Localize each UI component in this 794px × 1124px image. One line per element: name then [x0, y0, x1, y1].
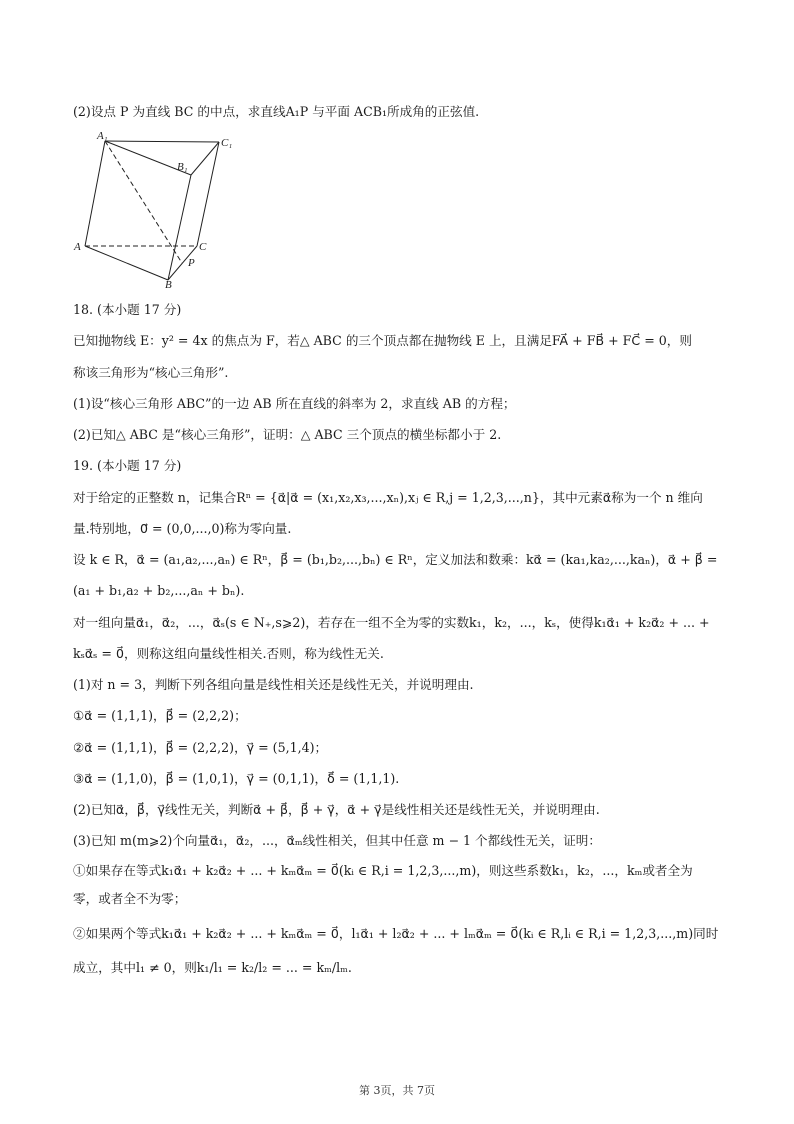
- q19-part1-item2: ②α⃗ = (1,1,1)，β⃗ = (2,2,2)，γ⃗ = (5,1,4)；: [73, 740, 328, 755]
- q18-part1: (1)设“核心三角形 ABC”的一边 AB 所在直线的斜率为 2，求直线 AB 的方程；: [73, 396, 516, 411]
- q19-dependence-line2: kₛα⃗ₛ = 0⃗，则称这组向量线性相关.否则，称为线性无关.: [73, 646, 384, 661]
- q19-header: 19. (本小题 17 分): [73, 458, 182, 473]
- edge-ab: [85, 246, 168, 280]
- label-c1: C₁: [221, 137, 233, 149]
- q18-stem-line1: 已知抛物线 E：y² = 4x 的焦点为 F，若△ ABC 的三个顶点都在抛物线 E 上，且满足FA⃗ + FB⃗ + FC⃗ = 0，则: [73, 333, 692, 348]
- q19-part2: (2)已知α⃗，β⃗，γ⃗线性无关，判断α⃗ + β⃗，β⃗ + γ⃗，α⃗ + γ⃗是线性相关还是线性无关，并说明理由.: [73, 802, 600, 817]
- q18-stem-line2: 称该三角形为“核心三角形”.: [73, 365, 229, 380]
- edge-a1c1: [105, 141, 219, 142]
- label-b: B: [165, 279, 172, 290]
- q19-def-line2: 量.特别地，0⃗ = (0,0,...,0)称为零向量.: [73, 521, 292, 536]
- q19-part3-item2-line2: 成立，其中l₁ ≠ 0，则k₁/l₁ = k₂/l₂ = ... = kₘ/lₘ.: [73, 960, 352, 975]
- q19-part1: (1)对 n = 3，判断下列各组向量是线性相关还是线性无关，并说明理由.: [73, 677, 474, 692]
- q19-ops-line1: 设 k ∈ R，α⃗ = (a₁,a₂,...,aₙ) ∈ Rⁿ，β⃗ = (b₁,b₂,...,bₙ) ∈ Rⁿ，定义加法和数乘：kα⃗ = (ka₁,ka₂,...,kaₙ)，α⃗ + β⃗ =: [73, 552, 718, 567]
- edge-c1c: [197, 142, 219, 246]
- q18-part2: (2)已知△ ABC 是“核心三角形”，证明：△ ABC 三个顶点的横坐标都小于 2.: [73, 427, 502, 442]
- q19-part3-item1-line1: ①如果存在等式k₁α⃗₁ + k₂α⃗₂ + ... + kₘα⃗ₘ = 0⃗(kᵢ ∈ R,i = 1,2,3,...,m)，则这些系数k₁，k₂，...，kₘ或者全为: [73, 863, 693, 878]
- page-footer: 第 3页，共 7页: [359, 1084, 435, 1097]
- q19-ops-line2: (a₁ + b₁,a₂ + b₂,...,aₙ + bₙ).: [73, 583, 245, 598]
- label-b1: B₁: [177, 161, 188, 173]
- q19-dependence-line1: 对一组向量α⃗₁，α⃗₂，...，α⃗ₛ(s ∈ N₊,s⩾2)，若存在一组不全为零的实数k₁，k₂，...，kₛ，使得k₁α⃗₁ + k₂α⃗₂ + ... +: [73, 615, 710, 630]
- prism-figure: [73, 128, 243, 290]
- segment-a1p-dashed: [105, 141, 182, 263]
- q19-def-line1: 对于给定的正整数 n，记集合Rⁿ = {α⃗|α⃗ = (x₁,x₂,x₃,...,xₙ),xⱼ ∈ R,j = 1,2,3,...,n}，其中元素α⃗称为一个 n 维向: [73, 490, 703, 505]
- q19-part1-item3: ③α⃗ = (1,1,0)，β⃗ = (1,0,1)，γ⃗ = (0,1,1)，δ⃗ = (1,1,1).: [73, 771, 400, 786]
- q19-part3-item2-line1: ②如果两个等式k₁α⃗₁ + k₂α⃗₂ + ... + kₘα⃗ₘ = 0⃗，l₁α⃗₁ + l₂α⃗₂ + ... + lₘα⃗ₘ = 0⃗(kᵢ ∈ R,lᵢ ∈ R,i = 1,2,3,...,m)同时: [73, 926, 719, 941]
- label-a1: A₁: [97, 130, 108, 142]
- q19-part3-item1-line2: 零，或者全不为零；: [73, 891, 187, 906]
- edge-a1a: [85, 141, 105, 246]
- q18-header: 18. (本小题 17 分): [73, 302, 182, 317]
- label-c: C: [199, 241, 207, 253]
- q19-part1-item1: ①α⃗ = (1,1,1)，β⃗ = (2,2,2)；: [73, 708, 247, 723]
- q17-part2: (2)设点 P 为直线 BC 的中点，求直线A₁P 与平面 ACB₁所成角的正弦值.: [73, 104, 480, 119]
- q19-part3: (3)已知 m(m⩾2)个向量α⃗₁，α⃗₂，...，α⃗ₘ线性相关，但其中任意 m − 1 个都线性无关，证明：: [73, 833, 601, 848]
- label-p: P: [188, 257, 195, 269]
- edge-c1b1: [191, 142, 219, 175]
- label-a: A: [74, 241, 81, 253]
